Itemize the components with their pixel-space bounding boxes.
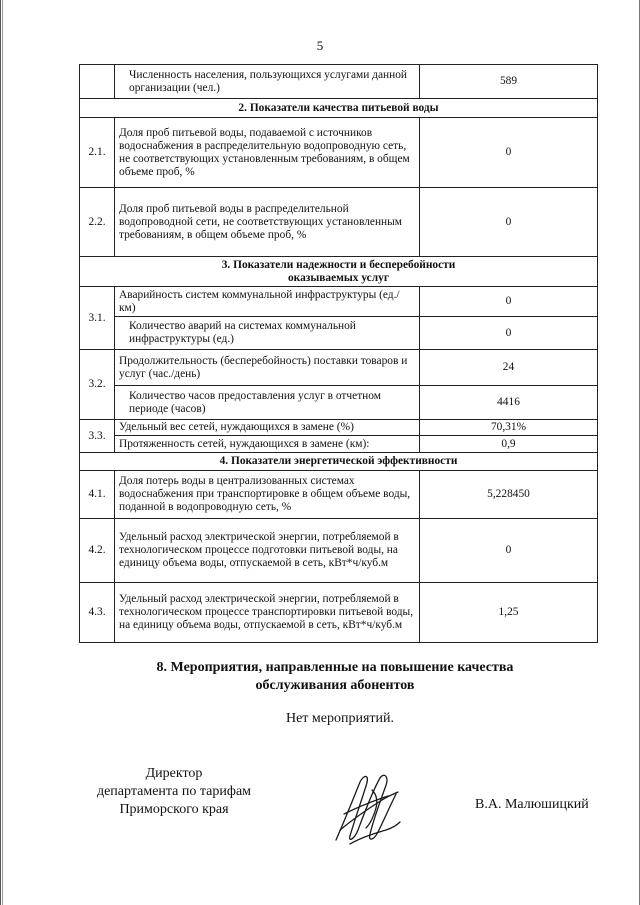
section-3-title-text: 3. Показатели надежности и бесперебойности оказываемых услуг [221,258,456,284]
table-row [80,317,598,350]
scan-edge-left [0,0,1,905]
row-number: 3.3. [80,420,115,453]
table-row [80,188,598,257]
row-number: 3.2. [80,350,115,420]
indicator-label: Количество часов предоставления услуг в отчетном периоде (часов) [115,386,420,420]
table-row [80,583,598,643]
row-number: 4.3. [80,583,115,643]
indicator-label: Удельный расход электрической энергии, потребляемой в технологическом процессе транспортировки питьевой воды, на единицу объема воды, отпускаемой в сеть, кВт*ч/куб.м [115,583,420,643]
indicator-value: 4416 [420,386,598,420]
table-row [80,350,598,386]
indicator-label: Удельный расход электрической энергии, потребляемой в технологическом процессе подготовки питьевой воды, на единицу объема воды, отпускаемой в сеть, кВт*ч/куб.м [115,519,420,583]
indicator-label: Доля потерь воды в централизованных системах водоснабжения при транспортировке в общем объеме воды, поданной в водопроводную сеть, % [115,471,420,519]
indicator-value: 70,31% [420,420,598,436]
row-number: 4.1. [80,471,115,519]
row-number: 4.2. [80,519,115,583]
page-number: 5 [316,38,324,53]
indicator-label: Доля проб питьевой воды в распределительной водопроводной сети, не соответствующих установленным требованиям, в общем объеме проб, % [115,188,420,257]
indicator-label: Протяженность сетей, нуждающихся в замене (км): [115,436,420,453]
population-value: 589 [420,65,598,99]
indicators-table [79,64,598,643]
scan-edge-left-inner [2,0,3,905]
indicator-value: 0 [420,317,598,350]
section-header-row [80,453,598,471]
table-row [80,471,598,519]
indicator-value: 0 [420,118,598,188]
table-row [80,436,598,453]
signatory-title-line3: Приморского края [119,802,229,817]
table-row [80,65,598,99]
no-activities-text: Нет мероприятий. [285,711,395,726]
section-4-title: 4. Показатели энергетической эффективности [80,453,598,471]
indicator-value: 5,228450 [420,471,598,519]
indicator-label: Продолжительность (бесперебойность) поставки товаров и услуг (час./день) [115,350,420,386]
indicator-label: Аварийность систем коммунальной инфраструктуры (ед./км) [115,287,420,317]
row-number: 2.1. [80,118,115,188]
signatory-name: В.А. Малюшицкий [475,797,589,812]
row-number: 3.1. [80,287,115,350]
indicator-value: 1,25 [420,583,598,643]
row-number-cell [80,65,115,99]
section-header-row [80,99,598,118]
indicator-value: 0 [420,188,598,257]
table-row [80,420,598,436]
population-label: Численность населения, пользующихся услугами данной организации (чел.) [115,65,420,99]
indicator-label: Доля проб питьевой воды, подаваемой с источников водоснабжения в распределительную водопроводную сеть, не соответствующих установленным требованиям, в общем объеме проб, % [115,118,420,188]
signatory-title [44,765,304,819]
indicator-label: Удельный вес сетей, нуждающихся в замене (%) [115,420,420,436]
row-number: 2.2. [80,188,115,257]
signatory-title-line2: департамента по тарифам [96,784,252,799]
table-row [80,118,598,188]
section-8-heading [0,659,640,695]
section-3-title [80,257,598,287]
indicator-value: 0 [420,519,598,583]
table-row [80,287,598,317]
signatory-title-line1: Директор [145,766,203,781]
indicator-value: 24 [420,350,598,386]
table-row [80,519,598,583]
section-8-heading-line2: обслуживания абонентов [255,678,415,693]
table-row [80,386,598,420]
section-2-title: 2. Показатели качества питьевой воды [80,99,598,118]
indicator-label: Количество аварий на системах коммунальной инфраструктуры (ед.) [115,317,420,350]
handwritten-signature [330,770,402,848]
indicator-value: 0 [420,287,598,317]
indicator-value: 0,9 [420,436,598,453]
section-header-row [80,257,598,287]
section-8-heading-line1: 8. Мероприятия, направленные на повышение качества [156,660,514,675]
